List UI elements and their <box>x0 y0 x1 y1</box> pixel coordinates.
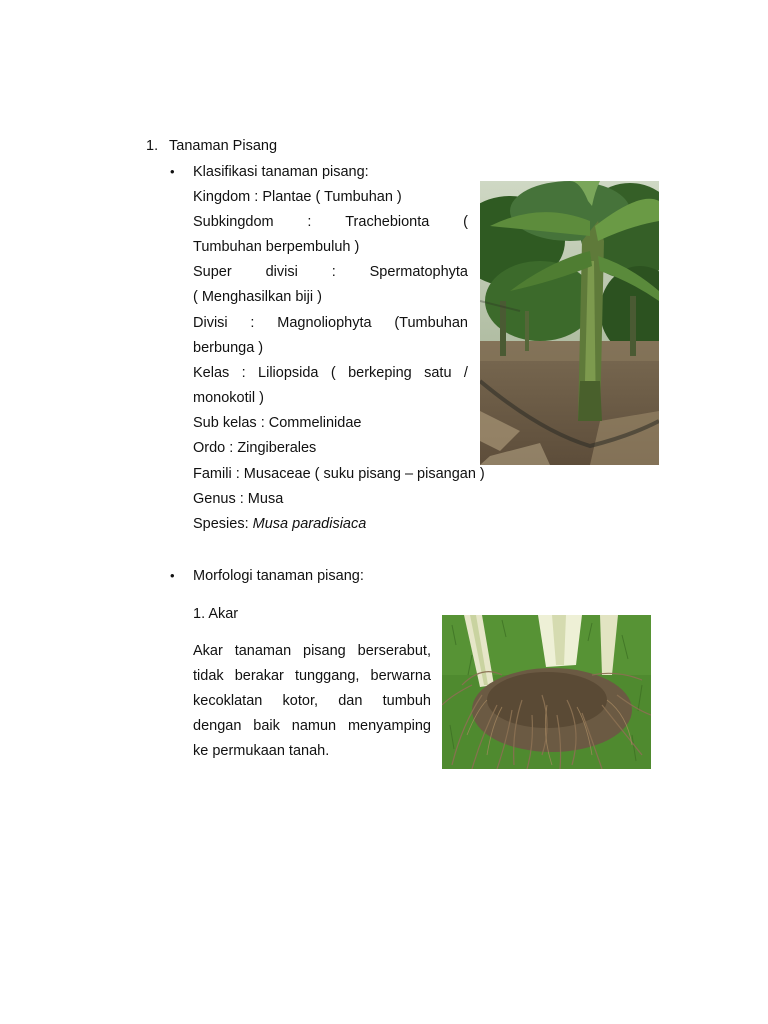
word: ( <box>330 365 336 381</box>
genus-line: Genus : Musa <box>193 491 284 507</box>
word: (Tumbuhan <box>394 315 468 331</box>
word: Divisi <box>193 315 228 331</box>
word: Akar <box>193 643 223 659</box>
word: tumbuh <box>382 693 431 709</box>
word: berserabut, <box>357 643 431 659</box>
morfologi-heading: Morfologi tanaman pisang: <box>193 568 364 584</box>
akar-paragraph-line <box>193 667 431 685</box>
word: divisi <box>265 264 298 280</box>
word: : <box>250 315 255 331</box>
bullet-klasifikasi: • <box>170 164 175 179</box>
word: Kelas <box>193 365 230 381</box>
word: menyamping <box>347 718 431 734</box>
akar-paragraph-line <box>193 717 431 735</box>
word: Trachebionta <box>345 214 430 230</box>
word: satu <box>424 365 452 381</box>
word: tidak <box>193 668 224 684</box>
ordo-line: Ordo : Zingiberales <box>193 440 317 456</box>
banana-plant-photo <box>480 181 659 465</box>
word: baik <box>253 718 280 734</box>
word: Spermatophyta <box>369 264 468 280</box>
spesies-line <box>193 515 366 533</box>
word: Liliopsida <box>258 365 319 381</box>
banana-root-photo <box>442 615 651 769</box>
akar-subheading: 1. Akar <box>193 606 239 622</box>
word: berkeping <box>348 365 412 381</box>
word: dengan <box>193 718 242 734</box>
superdivisi-line-2: ( Menghasilkan biji ) <box>193 289 322 305</box>
word: kotor, <box>282 693 318 709</box>
word: dan <box>338 693 363 709</box>
spesies-label: Spesies: <box>193 516 253 532</box>
word: tunggang, <box>294 668 360 684</box>
word: Super <box>193 264 232 280</box>
word: Magnoliophyta <box>277 315 372 331</box>
word: kecoklatan <box>193 693 263 709</box>
divisi-line <box>193 314 468 332</box>
bullet-morfologi: • <box>170 568 175 583</box>
akar-paragraph-line <box>193 642 431 660</box>
spesies-value: Musa paradisiaca <box>252 516 367 532</box>
subkingdom-line-2: Tumbuhan berpembuluh ) <box>193 239 360 255</box>
word: : <box>331 264 336 280</box>
kelas-line-2: monokotil ) <box>193 390 264 406</box>
kelas-line <box>193 364 468 382</box>
word: / <box>463 365 468 381</box>
superdivisi-line <box>193 263 468 281</box>
word: Subkingdom <box>193 214 274 230</box>
word: pisang <box>303 643 346 659</box>
word: : <box>307 214 312 230</box>
famili-line: Famili : Musaceae ( suku pisang – pisangan ) <box>193 466 485 482</box>
word: ( <box>463 214 468 230</box>
akar-paragraph-last: ke permukaan tanah. <box>193 743 330 759</box>
kingdom-line: Kingdom : Plantae ( Tumbuhan ) <box>193 189 402 205</box>
subkelas-line: Sub kelas : Commelinidae <box>193 415 362 431</box>
word: berwarna <box>370 668 431 684</box>
divisi-line-2: berbunga ) <box>193 340 264 356</box>
subkingdom-line <box>193 213 468 231</box>
klasifikasi-heading: Klasifikasi tanaman pisang: <box>193 164 369 180</box>
section-number: 1. <box>146 138 159 154</box>
akar-paragraph-line <box>193 692 431 710</box>
word: : <box>241 365 246 381</box>
word: berakar <box>234 668 284 684</box>
word: namun <box>291 718 337 734</box>
word: tanaman <box>234 643 292 659</box>
section-title: Tanaman Pisang <box>169 138 278 154</box>
